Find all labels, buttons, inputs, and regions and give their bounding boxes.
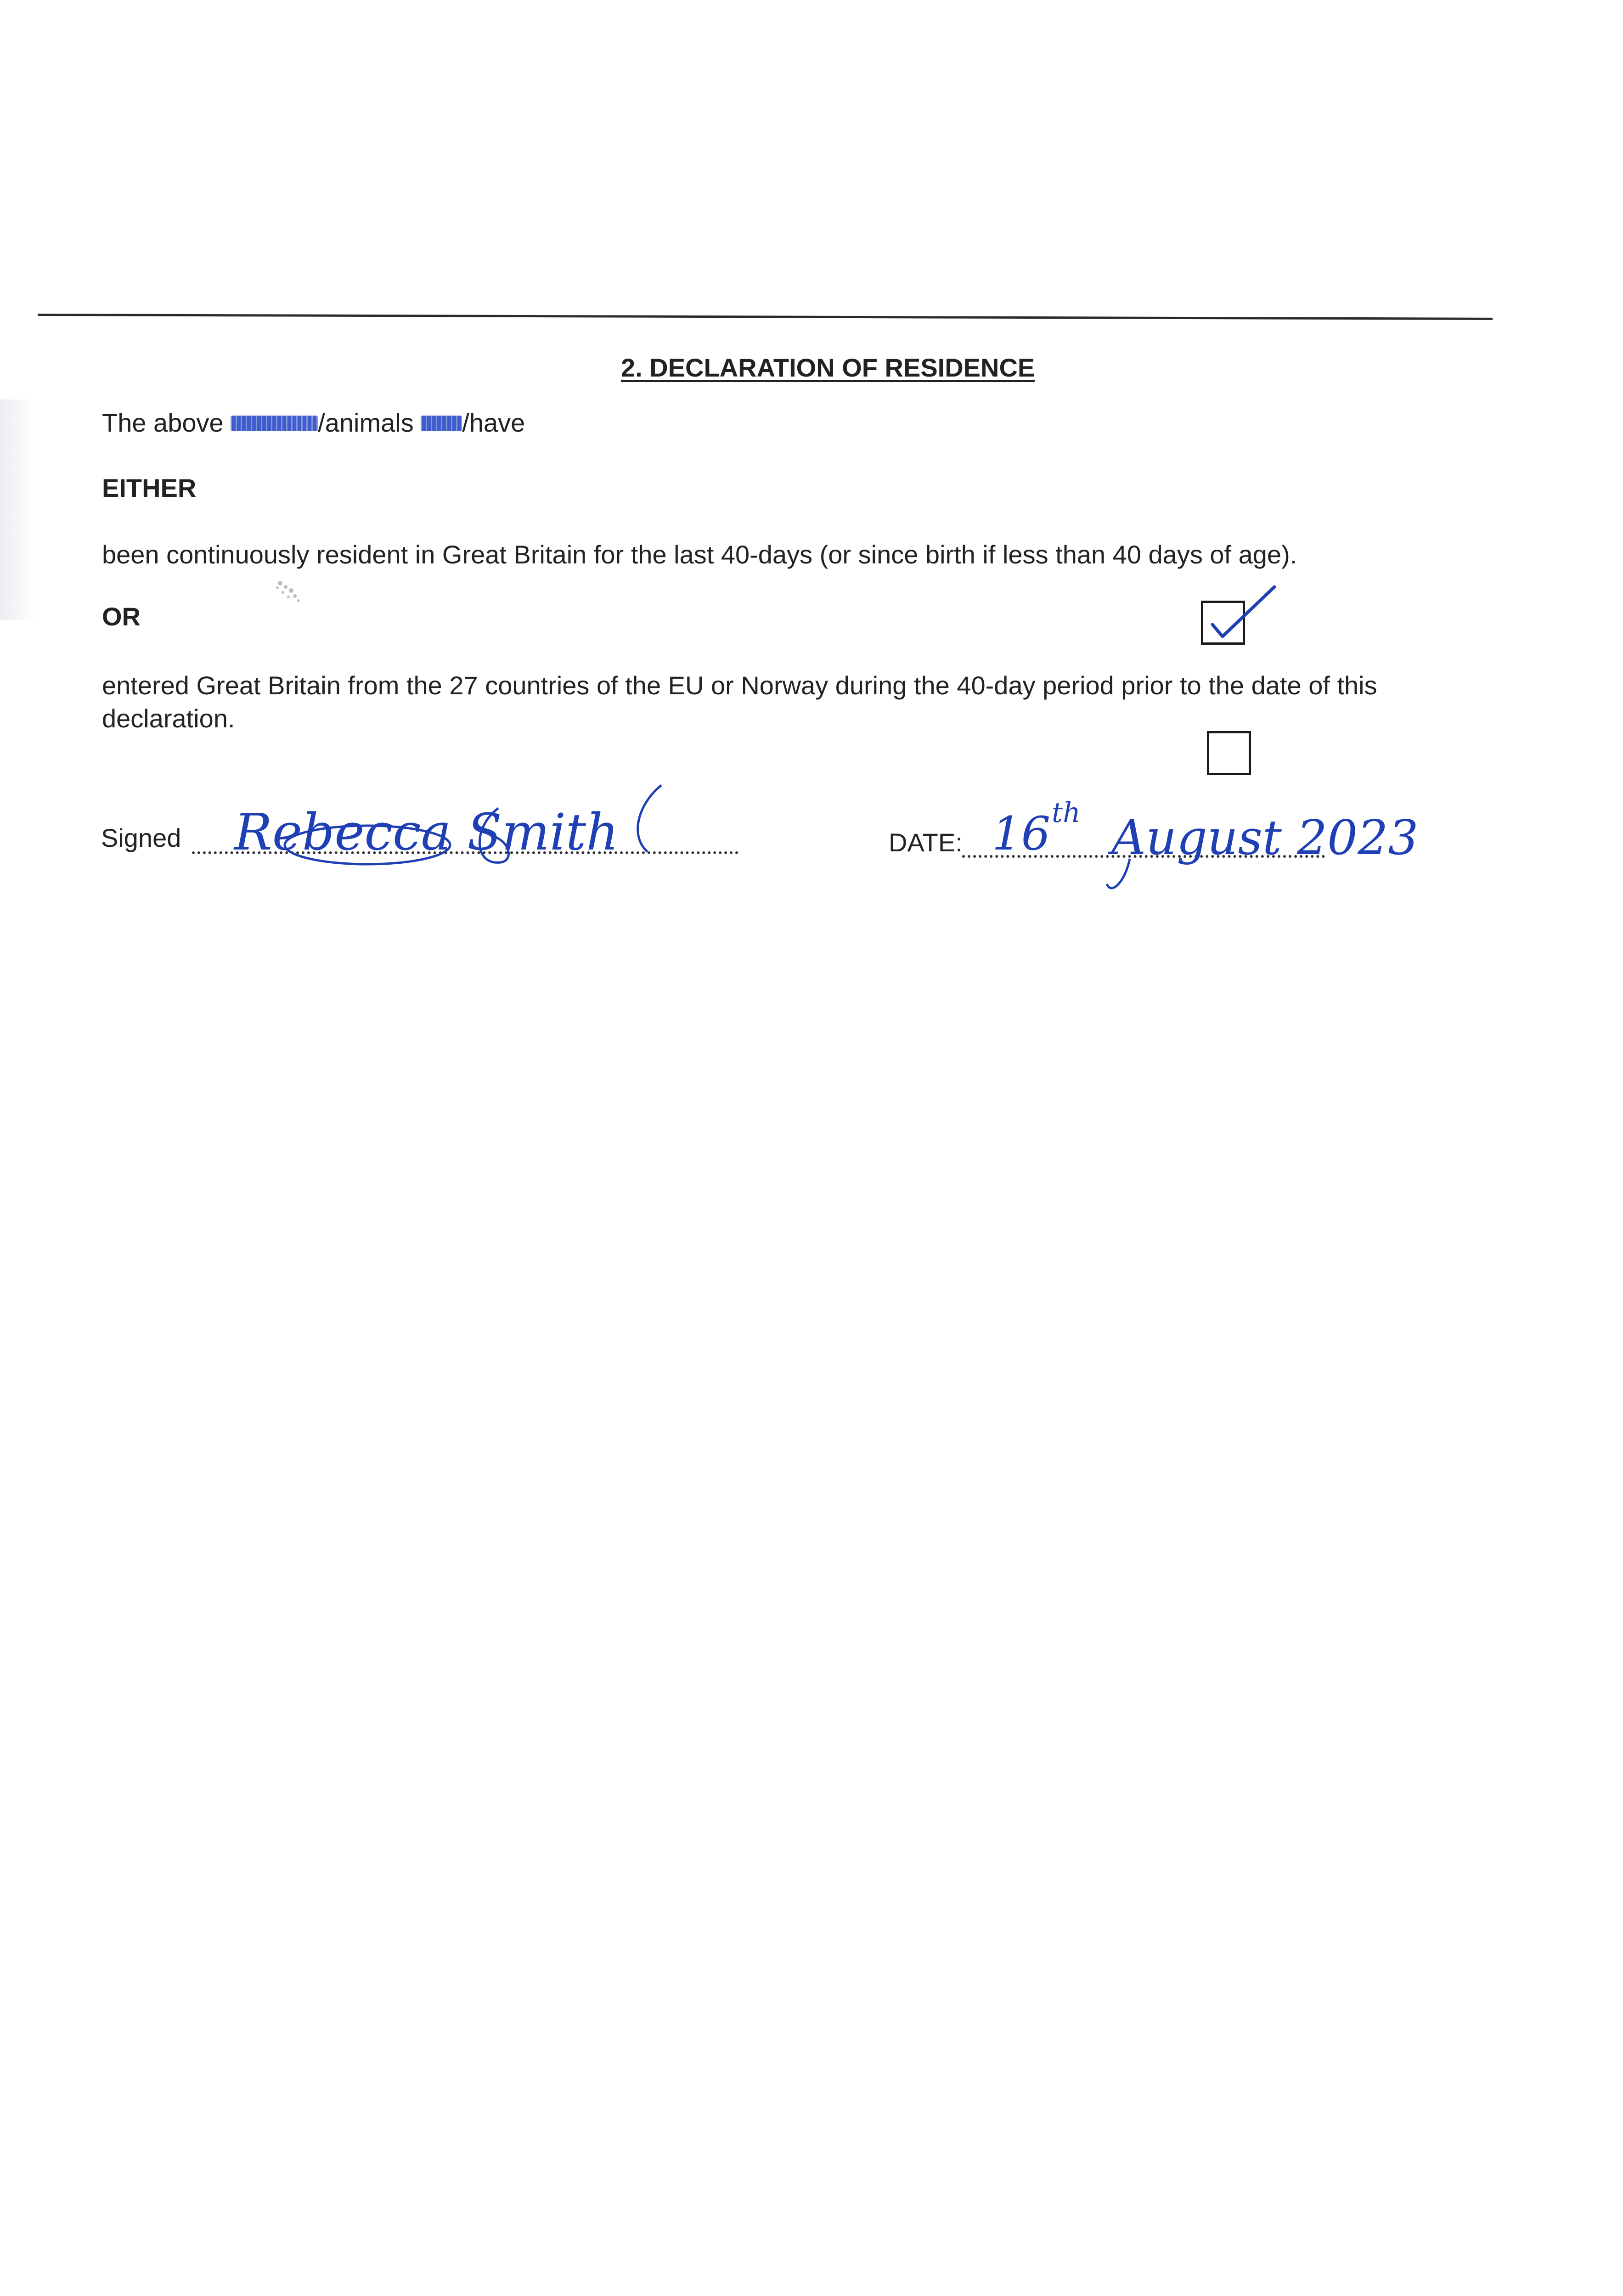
scan-smudge	[271, 574, 317, 611]
signature-text: Rebecca Smith	[234, 803, 619, 861]
option1-text: been continuously resident in Great Britain for the last 40-days (or since birth if less than 40 days of age).	[102, 540, 1297, 569]
option2-text-line2: declaration.	[102, 704, 235, 733]
intro-animals: /animals	[318, 408, 414, 437]
signed-label: Signed	[101, 823, 181, 852]
date-field[interactable]	[974, 781, 1419, 900]
either-label: EITHER	[102, 473, 197, 502]
date-month-year: August 2023	[1111, 810, 1419, 866]
scan-shadow	[0, 400, 37, 620]
checkmark-icon	[1194, 582, 1281, 656]
redaction-mark	[231, 416, 318, 431]
intro-prefix: The above	[102, 408, 224, 437]
signature-field[interactable]	[216, 771, 698, 891]
section-divider	[38, 314, 1493, 320]
date-label: DATE:	[889, 828, 963, 857]
redaction-mark	[421, 416, 462, 431]
or-label: OR	[102, 602, 141, 631]
intro-have: /have	[462, 408, 525, 437]
date-day: 16	[992, 807, 1051, 861]
intro-line	[102, 408, 525, 438]
option2-text-line1: entered Great Britain from the 27 countries of the EU or Norway during the 40-day period prior to the date of this	[102, 671, 1377, 700]
section-heading: 2. DECLARATION OF RESIDENCE	[621, 353, 1035, 382]
option2-checkbox[interactable]	[1207, 731, 1251, 775]
date-suffix: th	[1052, 797, 1081, 829]
